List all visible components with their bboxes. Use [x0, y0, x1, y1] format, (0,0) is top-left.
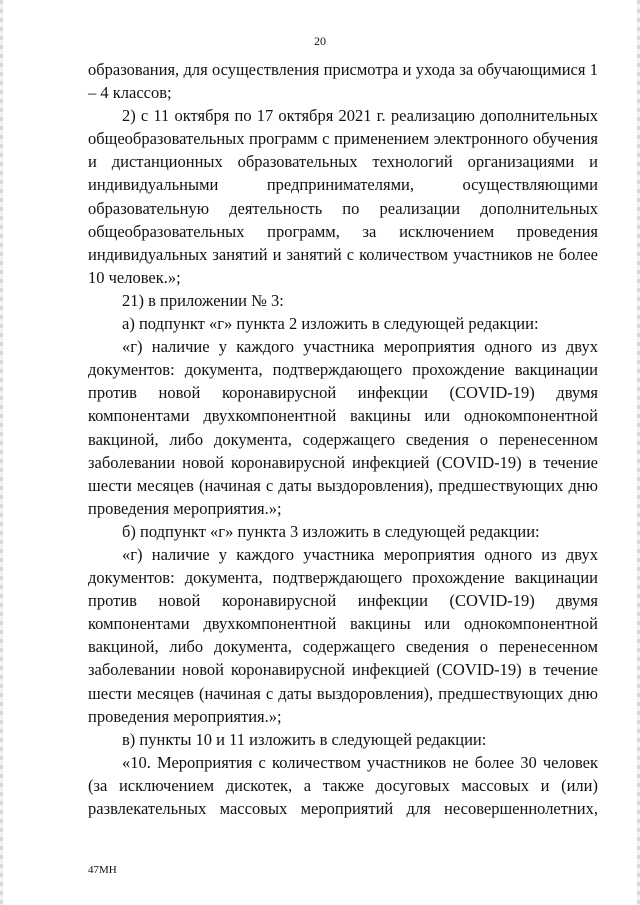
paragraph-subitem-a: а) подпункт «г» пункта 2 изложить в следующей редакции:: [122, 314, 539, 334]
paragraph-quote-g-1: «г) наличие у каждого участника мероприятия одного из двух документов: документа, подтверждающего прохождение вакцинации против новой коронавирусной инфекции (COVID-19) двумя компонентами двухкомпонентной вакцины или однокомпонентной вакциной, либо документа, содержащего сведения о перенесенном заболевании новой коронавирусной инфекцией (COVID-19) в течение шести месяцев (начиная с даты выздоровления), предшествующих дню проведения мероприятия.»;: [88, 337, 598, 518]
page-number: 20: [314, 34, 326, 48]
paragraph-item-2: 2) с 11 октября по 17 октября 2021 г. реализацию дополнительных общеобразовательных программ с применением электронного обучения и дистанционных образовательных технологий организациями и индивидуальными предпринимателями, осуществляющими образовательную деятельность по реализации дополнительных общеобразовательных программ, за исключением проведения индивидуальных занятий и занятий с количеством участников не более 10 человек.»;: [88, 106, 598, 287]
paragraph-subitem-b: б) подпункт «г» пункта 3 изложить в следующей редакции:: [122, 521, 540, 541]
paragraph-continuation: образования, для осуществления присмотра и ухода за обучающимися 1 – 4 классов;: [88, 60, 598, 103]
document-code: 47МН: [88, 864, 117, 876]
document-body: [88, 58, 598, 820]
scan-left-edge: [0, 0, 3, 905]
paragraph-quote-g-2: «г) наличие у каждого участника мероприятия одного из двух документов: документа, подтверждающего прохождение вакцинации против новой коронавирусной инфекции (COVID-19) двумя компонентами двухкомпонентной вакцины или однокомпонентной вакциной, либо документа, содержащего сведения о перенесенном заболевании новой коронавирусной инфекцией (COVID-19) в течение шести месяцев (начиная с даты выздоровления), предшествующих дню проведения мероприятия.»;: [88, 544, 598, 726]
paragraph-item-10: «10. Мероприятия с количеством участников не более 30 человек (за исключением дискотек, а также досуговых массовых и (или) развлекательных массовых мероприятий для несовершеннолетних,: [88, 752, 598, 818]
paragraph-subitem-v: в) пункты 10 и 11 изложить в следующей редакции:: [122, 729, 487, 749]
paragraph-item-21: 21) в приложении № 3:: [122, 290, 284, 310]
